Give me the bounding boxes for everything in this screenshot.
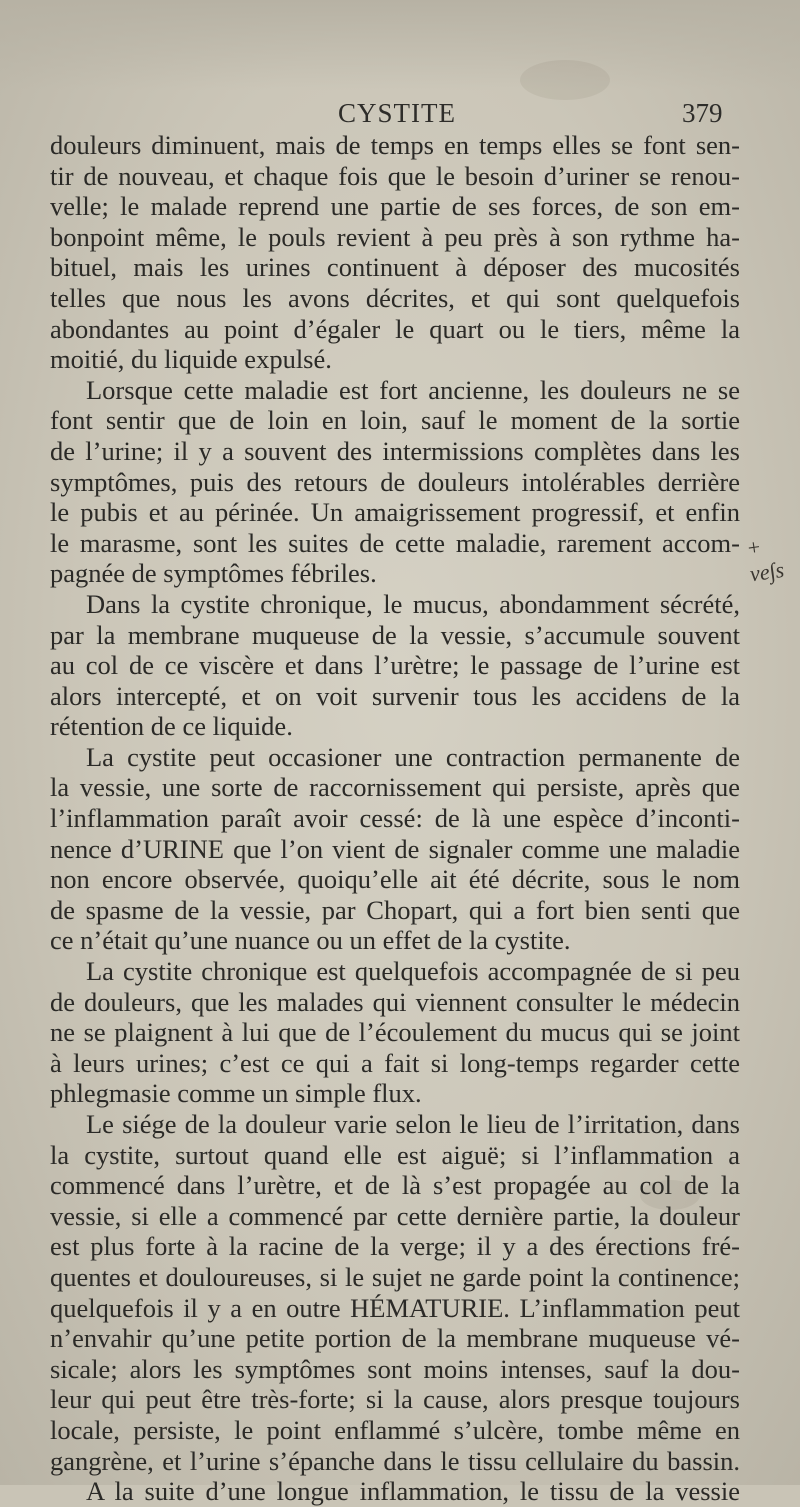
running-title: CYSTITE (338, 98, 456, 128)
text-line: l’inflammation paraît avoir cessé: de là une espèce d’inconti- (50, 803, 740, 834)
text-line: Lorsque cette maladie est fort ancienne, les douleurs ne se (86, 374, 740, 405)
text-line: pagnée de symptômes fébriles. (50, 558, 377, 589)
text-line: telles que nous les avons décrites, et qui sont quelquefois (50, 282, 740, 313)
text-line: leur qui peut être très-forte; si la cause, alors presque toujours (50, 1384, 740, 1415)
text-line: La cystite chronique est quelquefois accompagnée de si peu (86, 956, 740, 987)
text-line: Le siége de la douleur varie selon le lieu de l’irritation, dans (86, 1109, 740, 1139)
text-line: nence d’URINE que l’on vient de signaler comme une maladie (50, 833, 740, 864)
text-line: de spasme de la vessie, par Chopart, qui a fort bien senti que (50, 894, 740, 925)
text-line: douleurs diminuent, mais de temps en temps elles se font sen- (50, 130, 740, 160)
text-line: A la suite d’une longue inflammation, le tissu de la vessie (86, 1476, 740, 1507)
text-line: vessie, si elle a commencé par cette dernière partie, la douleur (50, 1200, 740, 1231)
text-line: à leurs urines; c’est ce qui a fait si long-temps regarder cette (50, 1047, 740, 1078)
page-number: 379 (682, 98, 723, 128)
text-line: sicale; alors les symptômes sont moins intenses, sauf la dou- (50, 1353, 740, 1384)
text-line: de douleurs, que les malades qui viennent consulter le médecin (50, 986, 740, 1017)
page-top-shadow (0, 0, 800, 90)
text-line: symptômes, puis des retours de douleurs intolérables derrière (50, 466, 740, 497)
text-line: gangrène, et l’urine s’épanche dans le tissu cellulaire du bassin. (50, 1445, 740, 1476)
text-line: font sentir que de loin en loin, sauf le moment de la sortie (50, 405, 740, 436)
text-line: non encore observée, quoiqu’elle ait été décrite, sous le nom (50, 864, 740, 895)
text-line: le marasme, sont les suites de cette maladie, rarement accom- (50, 527, 740, 558)
text-line: de l’urine; il y a souvent des intermissions complètes dans les (50, 435, 740, 466)
text-line: La cystite peut occasioner une contraction permanente de (86, 741, 740, 772)
text-line: ne se plaignent à lui que de l’écoulement du mucus qui se joint (50, 1017, 740, 1048)
text-line: n’envahir qu’une petite portion de la membrane muqueuse vé- (50, 1323, 740, 1354)
text-line: abondantes au point d’égaler le quart ou le tiers, même la (50, 313, 740, 344)
text-line: quelquefois il y a en outre HÉMATURIE. L’inflammation peut (50, 1292, 740, 1323)
text-line: au col de ce viscère et dans l’urètre; le passage de l’urine est (50, 650, 740, 681)
paper-stain (520, 60, 610, 100)
text-line: bonpoint même, le pouls revient à peu près à son rythme ha- (50, 221, 740, 252)
text-line: rétention de ce liquide. (50, 711, 293, 742)
text-line: alors intercepté, et on voit survenir tous les accidens de la (50, 680, 740, 711)
text-line: la cystite, surtout quand elle est aiguë; si l’inflammation a (50, 1139, 740, 1170)
text-line: tir de nouveau, et chaque fois que le besoin d’uriner se renou- (50, 160, 740, 191)
text-line: commencé dans l’urètre, et de là s’est propagée au col de la (50, 1170, 740, 1201)
text-line: par la membrane muqueuse de la vessie, s’accumule souvent (50, 619, 740, 650)
text-line: phlegmasie comme un simple flux. (50, 1078, 422, 1109)
text-line: est plus forte à la racine de la verge; il y a des érections fré- (50, 1231, 740, 1262)
text-line: locale, persiste, le point enflammé s’ulcère, tombe même en (50, 1414, 740, 1445)
text-line: Dans la cystite chronique, le mucus, abondamment sécrété, (86, 588, 740, 619)
text-line: quentes et douloureuses, si le sujet ne garde point la continence; (50, 1261, 740, 1292)
text-line: ce n’était qu’une nuance ou un effet de la cystite. (50, 925, 571, 956)
text-line: le pubis et au périnée. Un amaigrissement progressif, et enfin (50, 497, 740, 528)
text-line: la vessie, une sorte de raccornissement qui persiste, après que (50, 772, 740, 803)
text-line: bituel, mais les urines continuent à déposer des mucosités (50, 252, 740, 283)
text-line: velle; le malade reprend une partie de ses forces, de son em- (50, 191, 740, 222)
handwritten-margin-note: + ve∫s (744, 533, 786, 587)
body-text (50, 130, 740, 1507)
text-line: moitié, du liquide expulsé. (50, 344, 332, 375)
